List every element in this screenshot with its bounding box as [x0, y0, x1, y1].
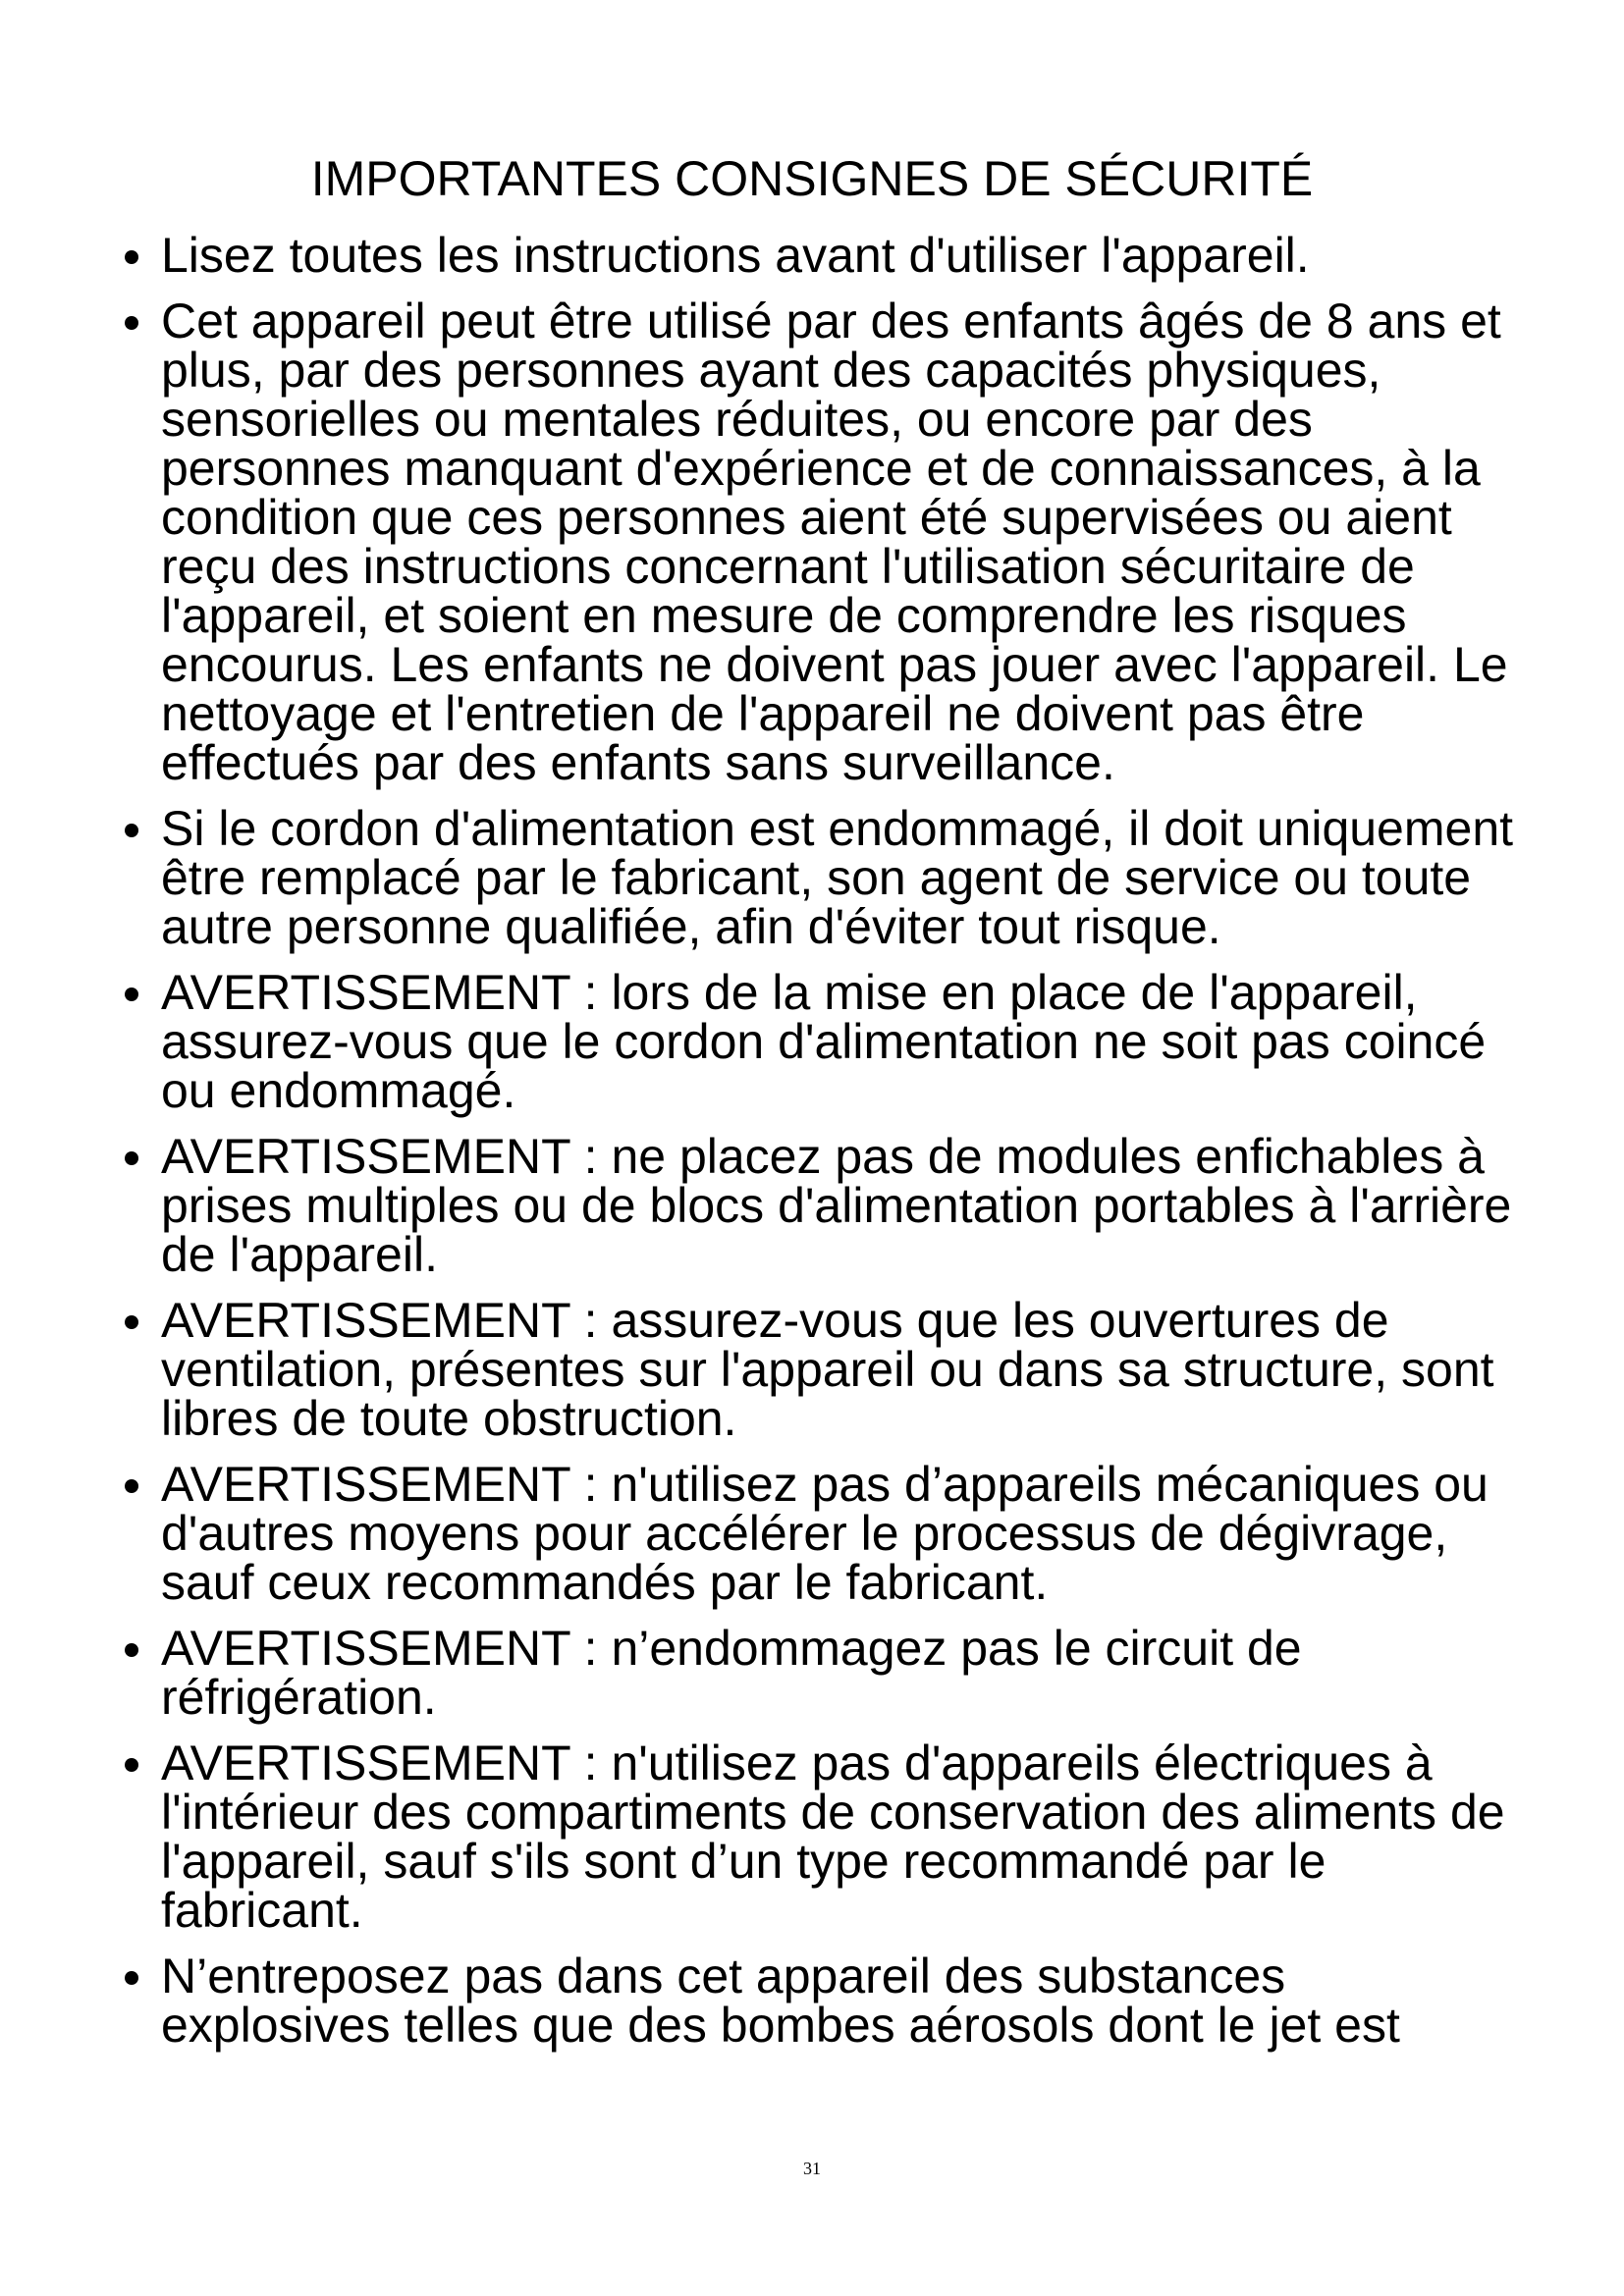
bullet-icon [125, 316, 138, 330]
list-item [122, 228, 1516, 283]
list-item-text: AVERTISSEMENT : assurez-vous que les ouvertures de ventilation, présentes sur l'appareil ou dans sa structure, sont libres de toute obstruction. [161, 1293, 1494, 1446]
bullet-icon [125, 1479, 138, 1493]
list-item [122, 294, 1516, 790]
page-title: IMPORTANTES CONSIGNES DE SÉCURITÉ [310, 151, 1314, 206]
bullet-icon [125, 1151, 138, 1165]
list-item-text: AVERTISSEMENT : n'utilisez pas d'appareils électriques à l'intérieur des compartiments de conservation des aliments de l'appareil, sauf s'ils sont d’un type recommandé par le fabricant. [161, 1735, 1505, 1938]
bullet-icon [125, 1758, 138, 1772]
list-item-text: AVERTISSEMENT : n'utilisez pas d’appareils mécaniques ou d'autres moyens pour accélérer le processus de dégivrage, sauf ceux recommandés par le fabricant. [161, 1457, 1489, 1610]
list-item [122, 1949, 1516, 2053]
list-item [122, 1457, 1516, 1610]
list-item-text: AVERTISSEMENT : n’endommagez pas le circuit de réfrigération. [161, 1621, 1302, 1725]
bullet-icon [125, 1971, 138, 1985]
list-item-text: Si le cordon d'alimentation est endommagé, il doit uniquement être remplacé par le fabricant, son agent de service ou toute autre personne qualifiée, afin d'éviter tout risque. [161, 801, 1514, 954]
bullet-icon [125, 1315, 138, 1329]
list-item [122, 1735, 1516, 1938]
list-item [122, 1129, 1516, 1282]
list-item [122, 1621, 1516, 1725]
list-item-text: Cet appareil peut être utilisé par des enfants âgés de 8 ans et plus, par des personnes ayant des capacités physiques, sensorielles ou mentales réduites, ou encore par des personnes manquant d'expérience et de connaissances, à la condition que ces personnes aient été supervisées ou aient reçu des instructions concernant l'utilisation sécuritaire de l'appareil, et soient en mesure de comprendre les risques encourus. Les enfants ne doivent pas jouer avec l'appareil. Le nettoyage et l'entretien de l'appareil ne doivent pas être effectués par des enfants sans surveillance. [161, 294, 1508, 790]
page-number: 31 [803, 2159, 821, 2178]
bullet-icon [125, 988, 138, 1001]
list-item-text: Lisez toutes les instructions avant d'utiliser l'appareil. [161, 228, 1310, 283]
list-item [122, 1293, 1516, 1446]
bullet-icon [125, 1643, 138, 1657]
bullet-icon [125, 250, 138, 264]
list-item-text: N’entreposez pas dans cet appareil des substances explosives telles que des bombes aérosols dont le jet est [161, 1949, 1400, 2053]
safety-instructions-list [122, 228, 1516, 2066]
list-item-text: AVERTISSEMENT : ne placez pas de modules enfichables à prises multiples ou de blocs d'alimentation portables à l'arrière de l'appareil. [161, 1129, 1512, 1282]
list-item [122, 965, 1516, 1118]
bullet-icon [125, 824, 138, 837]
list-item-text: AVERTISSEMENT : lors de la mise en place de l'appareil, assurez-vous que le cordon d'alimentation ne soit pas coincé ou endommagé. [161, 965, 1487, 1118]
list-item [122, 801, 1516, 954]
